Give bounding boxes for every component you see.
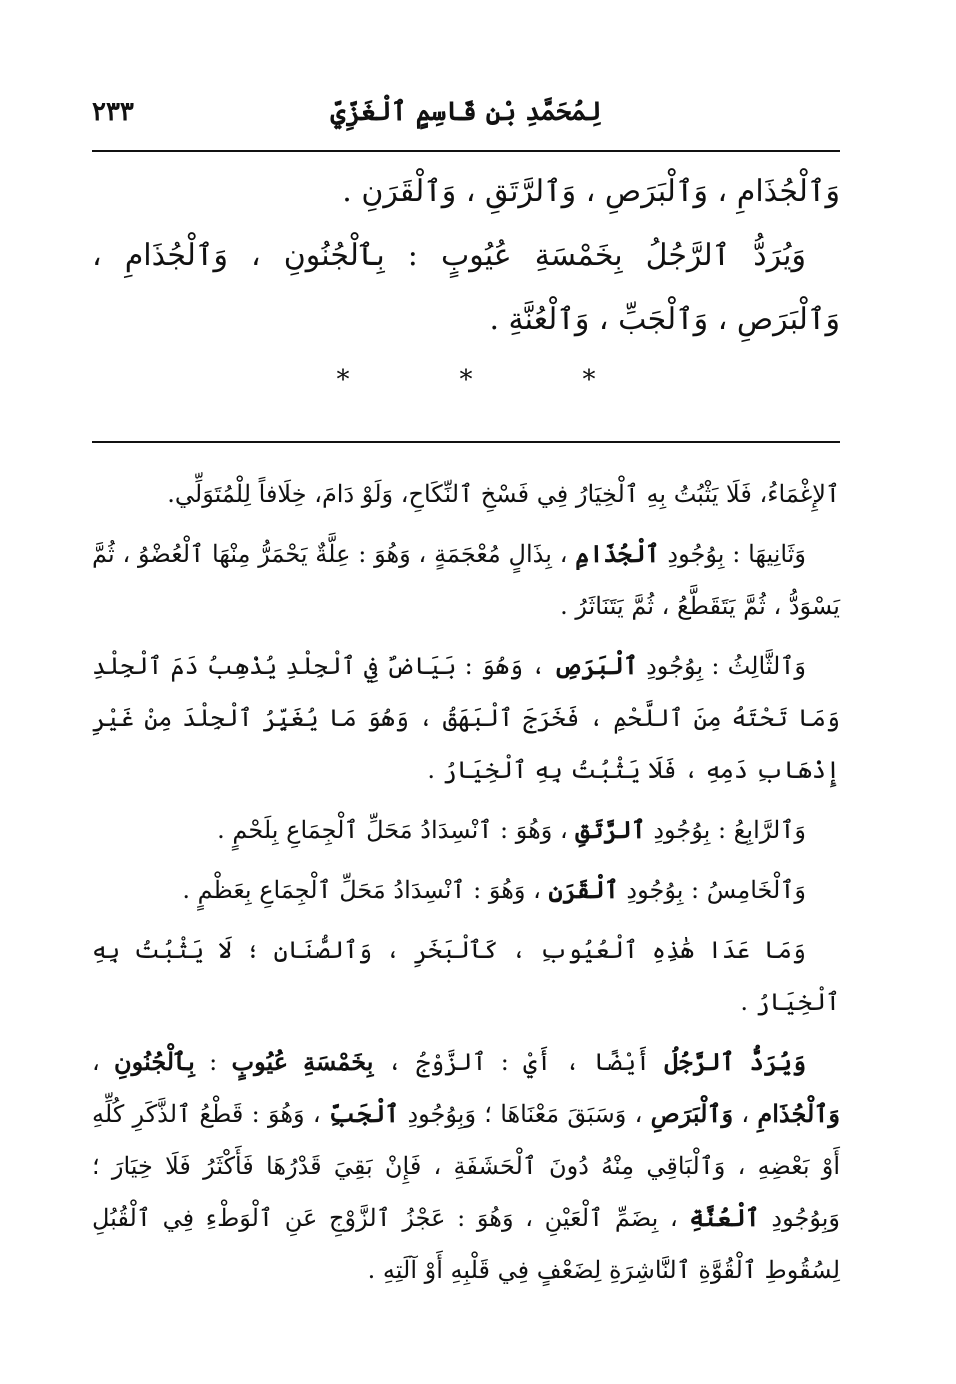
keyword: ٱلْقَرَنِ <box>548 875 619 904</box>
commentary-text: ، وَهُوَ : ٱنْسِدَادُ مَحَلِّ ٱلْجِمَاعِ بِلَحْمٍ . <box>217 816 576 844</box>
commentary-paragraph <box>92 640 840 796</box>
keyword: بِخَمْسَةِ عُيُوبٍ <box>231 1047 374 1076</box>
matn-paragraph: وَيُرَدُّ ٱلرَّجُلُ بِخَمْسَةِ عُيُوبٍ : بِٱلْجُنُونِ ، وَٱلْجُذَامِ ، وَٱلْبَرَصِ ، وَٱلْجَبِّ ، وَٱلْعُنَّةِ . <box>92 238 840 337</box>
commentary-text: ، وَهُوَ : قَطْعُ ٱلذَّكَرِ كُلِّهِ أَوْ بَعْضِهِ ، وَٱلْبَاقِي مِنْهُ دُونَ ٱلْحَشَفَةِ ، فَإِنْ بَقِيَ قَدْرُهَا فَأَكْثَرُ فَلَا خِيَارَ ؛ وَبِوُجُودِ <box>92 1100 840 1232</box>
keyword: وَيُرَدُّ ٱلرَّجُلُ <box>664 1047 807 1076</box>
keyword: ٱلْجَبِّ <box>328 1099 400 1128</box>
commentary-text: ، بِذَالٍ مُعْجَمَةٍ ، وَهُوَ : عِلَّةٌ يَحْمَرُّ مِنْهَا ٱلْعُضْوُ ، ثُمَّ يَسْوَدُّ ، ثُمَّ يَتَقَطَّعُ ، ثُمَّ يَتَنَاثَرُ . <box>92 540 840 620</box>
matn-text <box>92 160 840 352</box>
section-separator <box>92 360 840 400</box>
commentary-paragraph <box>92 1036 840 1296</box>
matn-line: وَٱلْجُذَامِ ، وَٱلْبَرَصِ ، وَٱلرَّتَقِ ، وَٱلْقَرَنِ . <box>342 174 840 209</box>
commentary-text: ، <box>92 1048 115 1076</box>
page-header <box>92 92 840 132</box>
keyword: ٱلرَّتَقِ <box>575 815 646 844</box>
asterisk-ornament: * <box>336 365 350 395</box>
running-title: لِمُحَمَّدِ بْنِ قَاسِمٍ ٱلْغَزِّيِّ <box>330 97 602 127</box>
keyword: وَٱلْبَرَصِ <box>650 1099 734 1128</box>
asterisk-ornament: * <box>459 365 473 395</box>
sharh-commentary <box>92 468 840 1304</box>
commentary-paragraph: ٱلإِغْمَاءُ، فَلَا يَثْبُتُ بِهِ ٱلْخِيَارُ فِي فَسْخِ ٱلنِّكَاحِ، وَلَوْ دَامَ، خِلَافاً لِلْمُتَوَلِّي. <box>167 480 840 508</box>
commentary-text: ، وَهُوَ : بَيَاضٌ فِي ٱلْجِلْدِ يُذْهِبُ دَمَ ٱلْجِلْدِ وَمَا تَحْتَهُ مِنَ ٱللَّحْمِ ، فَخَرَجَ ٱلْبَهَقُ ، وَهُوَ مَا يُغَيِّرُ ٱلْجِلْدَ مِنْ غَيْرِ إِذْهَابِ دَمِهِ ، فَلَا يَثْبُتُ بِهِ ٱلْخِيَارُ . <box>92 652 840 784</box>
commentary-text: ، <box>733 1100 758 1128</box>
commentary-text: ، بِضَمِّ ٱلْعَيْنِ ، وَهُوَ : عَجْزُ ٱلزَّوْجِ عَنِ ٱلْوَطْءِ فِي ٱلْقُبُلِ لِسُقُوطِ ٱلْقُوَّةِ ٱلنَّاشِرَةِ لِضَعْفٍ فِي قَلْبِهِ أَوْ آلَتِهِ . <box>92 1204 840 1284</box>
keyword: ٱلْعُنَّةِ <box>689 1203 760 1232</box>
page-number: ٢٣٣ <box>92 97 134 127</box>
asterisk-ornament: * <box>582 365 596 395</box>
commentary-paragraph: وَمَا عَدَا هَٰذِهِ ٱلْعُيُوبِ ، كَٱلْبَخَرِ ، وَٱلصُّنَانِ ؛ لَا يَثْبُتُ بِهِ ٱلْخِيَارُ . <box>92 936 840 1016</box>
commentary-rule <box>92 441 840 443</box>
commentary-text: ، وَسَبَقَ مَعْنَاهَا ؛ وَبِوُجُودِ <box>399 1100 651 1128</box>
keyword: ٱلْجُذَامِ <box>575 539 660 568</box>
commentary-paragraph <box>92 528 840 632</box>
keyword: وَٱلْجُذَامِ <box>757 1099 840 1128</box>
commentary-paragraph <box>92 804 840 856</box>
commentary-text: : <box>194 1048 232 1076</box>
commentary-text: وَٱلرَّابِعُ : بِوُجُودِ <box>645 816 806 844</box>
commentary-text: وَٱلْخَامِسُ : بِوُجُودِ <box>618 876 806 904</box>
commentary-text: وَثَانِيهَا : بِوُجُودِ <box>659 540 806 568</box>
commentary-text: أَيْضًا ، أَيْ : ٱلزَّوْجُ ، <box>373 1048 665 1076</box>
header-rule <box>92 150 840 152</box>
keyword: ٱلْبَرَصِ <box>553 651 638 680</box>
commentary-paragraph <box>92 864 840 916</box>
keyword: بِٱلْجُنُونِ <box>114 1047 195 1076</box>
commentary-text: وَٱلثَّالِثُ : بِوُجُودِ <box>637 652 806 680</box>
commentary-text: ، وَهُوَ : ٱنْسِدَادُ مَحَلِّ ٱلْجِمَاعِ بِعَظْمٍ . <box>182 876 549 904</box>
